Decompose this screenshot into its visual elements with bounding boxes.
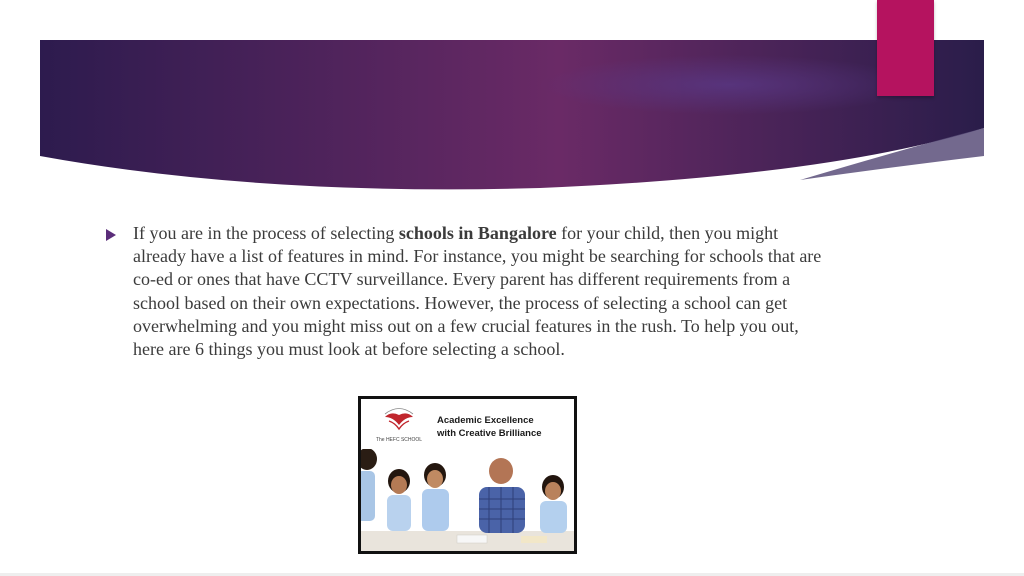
classroom-photo bbox=[361, 449, 574, 551]
header-banner bbox=[0, 0, 1024, 200]
ad-headline-line2: with Creative Brilliance bbox=[437, 428, 542, 439]
paragraph-keyword: schools in Bangalore bbox=[398, 223, 557, 243]
school-logo bbox=[375, 405, 423, 449]
paragraph-rest: for your child, then you might already have a list of features in mind. For instance, you might be searching for schools that are co-ed or ones that have CCTV surveillance. Every parent has different requirements from a school based on their own expectations. However, the process of selecting a school can get overwhelming and you might miss out on a few crucial features in the rush. To help you out, here are 6 things you must look at before selecting a school. bbox=[133, 223, 822, 360]
school-logo-text: The HEFC SCHOOL bbox=[375, 437, 423, 443]
body-paragraph bbox=[133, 222, 833, 361]
triangle-bullet-icon bbox=[106, 229, 116, 241]
school-ad-image bbox=[358, 396, 577, 554]
accent-tab bbox=[877, 0, 934, 96]
ad-headline bbox=[437, 414, 577, 440]
ad-headline-line1: Academic Excellence bbox=[437, 415, 534, 426]
paragraph-intro: If you are in the process of selecting bbox=[133, 223, 399, 243]
